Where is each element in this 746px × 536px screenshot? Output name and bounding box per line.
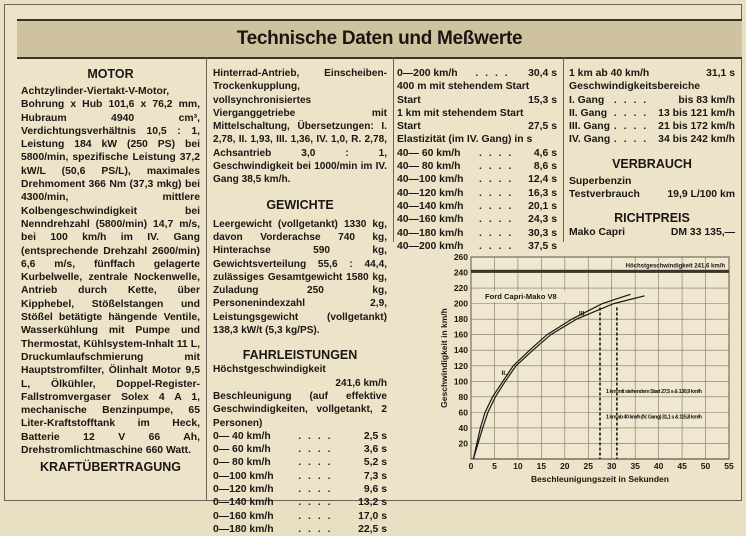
max-speed-label: Höchstgeschwindigkeit 241,6 km/h [625, 263, 725, 270]
column-divider [563, 57, 564, 242]
dot-leader: . . . . [479, 147, 514, 159]
km40-label: 1 km ab 40 km/h [569, 68, 650, 79]
row-value: 20,1 s [528, 200, 557, 212]
x-tick-label: 15 [536, 461, 547, 471]
row-label: III. Gang [569, 121, 610, 133]
stehend1km-row [397, 120, 557, 133]
curve-label: II. [501, 370, 507, 378]
dot-leader: . . . . [298, 470, 333, 482]
y-tick-label: 240 [453, 267, 468, 278]
row-label: 40—200 km/h [397, 240, 464, 252]
row-value: 13 bis 121 km/h [658, 107, 735, 119]
title-bar [17, 19, 742, 59]
table-row [397, 227, 557, 240]
row-label: 40—100 km/h [397, 174, 464, 186]
stehend400-value: 15,3 s [528, 94, 557, 106]
stehend400-row [397, 94, 557, 107]
x-tick-label: 35 [630, 461, 640, 471]
column-1 [21, 67, 200, 475]
dot-leader: . . . . [479, 200, 514, 212]
dot-leader: . . . . [613, 134, 649, 146]
table-row [569, 120, 735, 133]
row-value: bis 83 km/h [678, 94, 735, 106]
dot-leader: . . . . [613, 94, 649, 106]
dot-leader: . . . . [613, 121, 649, 133]
row-label: 0— 60 km/h [213, 444, 271, 456]
table-row [213, 456, 387, 469]
row-label: 0— 40 km/h [213, 430, 271, 442]
y-tick-label: 80 [458, 391, 468, 402]
row-label: 0—100 km/h [213, 470, 274, 482]
test-row [569, 188, 735, 201]
table-row [397, 213, 557, 226]
x-tick-label: 5 [492, 461, 497, 471]
stehend1km-label: 1 km mit stehendem Start [397, 107, 524, 119]
motor-heading: MOTOR [87, 67, 134, 81]
row-value: 34 bis 242 km/h [658, 134, 735, 146]
row-value: 3,6 s [363, 444, 387, 456]
page-title: Technische Daten und Meßwerte [236, 28, 523, 49]
dot-leader: . . . . [298, 510, 333, 522]
row-value: 30,3 s [528, 227, 557, 239]
y-tick-label: 40 [458, 422, 468, 433]
gears-table [569, 94, 735, 147]
row-value: 22,5 s [358, 523, 387, 535]
dot-leader: . . . . [479, 161, 514, 173]
elast-label: Elastizität (im IV. Gang) in s [397, 134, 533, 146]
test-value: 19,9 L/100 km [667, 189, 735, 201]
row-value: 17,0 s [358, 510, 387, 522]
x-tick-label: 10 [513, 461, 523, 471]
dot-leader: . . . . [613, 107, 649, 119]
y-tick-label: 260 [453, 252, 468, 262]
row-value: 5,2 s [363, 457, 387, 469]
start-label: Start [397, 94, 421, 106]
row-label: 0—160 km/h [213, 510, 274, 522]
table-row [213, 510, 387, 523]
row-label: 0— 80 km/h [213, 457, 271, 469]
y-tick-label: 220 [453, 283, 468, 294]
row-value: 4,6 s [533, 147, 557, 159]
table-row [397, 200, 557, 213]
table-row [397, 147, 557, 160]
beschl-table [213, 430, 387, 536]
row-label: 0—180 km/h [213, 523, 274, 535]
bereich-label: Geschwindigkeitsbereiche [569, 81, 701, 93]
y-tick-label: 200 [453, 298, 468, 309]
hoechst-value: 241,6 km/h [335, 377, 387, 389]
row-value: 8,6 s [533, 161, 557, 173]
row-label: II. Gang [569, 107, 608, 119]
beschl-label: Beschleunigung (auf effektive Geschwindigkeiten, vollgetankt, 2 Personen) [213, 390, 387, 429]
table-row [213, 443, 387, 456]
km40-row [569, 67, 735, 80]
dot-leader: . . . . [298, 430, 333, 442]
row-value: 16,3 s [528, 187, 557, 199]
y-axis-label: Geschwindigkeit in km/h [439, 308, 449, 408]
dot-leader: . . . . [479, 174, 514, 186]
dot-leader: . . . . [475, 68, 510, 79]
page [4, 4, 742, 535]
y-tick-label: 20 [458, 438, 468, 449]
preis-value: DM 33 135,— [670, 227, 735, 239]
y-tick-label: 60 [458, 407, 468, 418]
acceleration-chart [437, 249, 737, 499]
x-tick-label: 55 [724, 461, 734, 471]
column-divider [206, 57, 207, 500]
table-row [569, 133, 735, 146]
dot-leader: . . . . [479, 187, 514, 199]
table-row [213, 483, 387, 496]
row-value: 21 bis 172 km/h [658, 121, 735, 133]
row-value: 9,6 s [363, 484, 387, 496]
dot-leader: . . . . [479, 214, 514, 226]
row-label: 0—120 km/h [213, 484, 274, 496]
gewichte-heading: GEWICHTE [266, 197, 334, 212]
dot-leader: . . . . [298, 497, 333, 509]
x-tick-label: 25 [583, 461, 594, 471]
table-row [213, 470, 387, 483]
dot-leader: . . . . [479, 240, 514, 252]
x-tick-label: 20 [560, 461, 570, 471]
y-tick-label: 160 [453, 329, 468, 340]
row-value: 2,5 s [363, 430, 387, 442]
table-row [213, 430, 387, 443]
fahrleistungen-heading: FAHRLEISTUNGEN [242, 348, 358, 363]
row-label: 40— 80 km/h [397, 161, 461, 173]
preis-label: Mako Capri [569, 227, 626, 239]
row-value: 13,2 s [358, 497, 387, 509]
max-speed-line [471, 270, 729, 273]
table-row [213, 523, 387, 536]
dot-leader: . . . . [298, 444, 333, 456]
column-3 [397, 67, 557, 253]
row-label: 0—140 km/h [213, 497, 274, 509]
row-value: 12,4 s [528, 174, 557, 186]
row-label: 40— 60 km/h [397, 147, 461, 159]
x-tick-label: 40 [653, 461, 664, 471]
preis-row [569, 226, 735, 239]
y-tick-label: 100 [453, 376, 468, 387]
column-4 [569, 67, 735, 240]
start-label: Start [397, 121, 421, 133]
column-2 [213, 67, 387, 536]
kraft-text: Hinterrad-Antrieb, Einscheiben-Trockenkupplung, vollsynchronisiertes Vierganggetriebe mit Mittelschaltung, Übersetzungen: I. 2,78, II. 1,93, III. 1,36, IV. 1,0, R. 2,78, Achsantrieb 3,0 : 1, Geschwindigkeit bei 1000/min im IV. Gang 38,5 km/h. [213, 68, 387, 186]
y-tick-label: 180 [453, 314, 468, 325]
motor-text: Achtzylinder-Viertakt-V-Motor, Bohrung x Hub 101,6 x 76,2 mm, Hubraum 4940 cm³, Verdichtungsverhältnis 10,5 : 1, Leistung 184 kW (250 PS) bei 5800/min, spezifische Leistung 37,2 kW/L (50,6 PS/L), maximales Drehmoment 366 Nm (37,3 mkg) bei 4300/min, mittlere Kolbengeschwindigkeit bei Nenndrehzahl (5800/min) 14,7 m/s, bei 100 km/h im IV. Gang (entsprechende Drehzahl 2600/min) 6,6 m/s, fünffach gelagerte Kurbelwelle, zentrale Nockenwelle, Antrieb durch Kette, über Kipphebel, Stößelstangen und Stößel betätigte hängende Ventile, Wasserkühlung mit Pumpe und Thermostat, Kühlsystem-Inhalt 11 L, Druckumlaufschmierung mit Hauptstromfilter, Ölinhalt Motor 9,5 L, Ölkühler, Doppel-Register-Fallstromvergaser Solex 4 A 1, mechanische Benzinpumpe, 65 Liter-Kraftstofftank im Heck, Batterie 12 V 66 Ah, Drehstromlichtmaschine 660 Watt. [21, 86, 200, 457]
row-label: 40—140 km/h [397, 200, 464, 212]
table-row [569, 107, 735, 120]
test-label: Testverbrauch [569, 189, 640, 201]
row-value: 37,5 s [528, 240, 557, 252]
row-value: 7,3 s [363, 470, 387, 482]
row-value: 30,4 s [528, 68, 557, 79]
verbrauch-heading: VERBRAUCH [612, 156, 692, 171]
table-row [397, 160, 557, 173]
x-tick-label: 0 [468, 461, 474, 471]
row-label: 40—120 km/h [397, 187, 464, 199]
preis-heading: RICHTPREIS [614, 211, 690, 226]
km40-value: 31,1 s [706, 68, 735, 79]
dot-leader: . . . . [298, 457, 333, 469]
superbenzin: Superbenzin [569, 175, 632, 187]
dot-leader: . . . . [479, 227, 514, 239]
row-label: 40—160 km/h [397, 214, 464, 226]
stehend1km-value: 27,5 s [528, 121, 557, 133]
row-label: I. Gang [569, 94, 605, 106]
x-tick-label: 45 [677, 461, 687, 471]
hoechst-label: Höchstgeschwindigkeit [213, 364, 326, 376]
column-divider [393, 57, 394, 242]
y-tick-label: 120 [453, 360, 468, 371]
y-tick-label: 140 [453, 345, 468, 356]
annotation-2: 1 km ab 40 km/h (IV. Gang) 31,1 s & 115,8 km/h [605, 414, 702, 421]
annotation-1: 1 km mit stehendem Start 27,5 s & 130,9 km/h [605, 388, 702, 395]
kraft-heading: KRAFTÜBERTRAGUNG [40, 460, 181, 475]
elast-table [397, 147, 557, 253]
row-label: 40—180 km/h [397, 227, 464, 239]
row-label: IV. Gang [569, 134, 611, 146]
table-row [397, 187, 557, 200]
dot-leader: . . . . [298, 523, 333, 535]
row-label: 0—200 km/h [397, 68, 458, 79]
table-row [213, 496, 387, 509]
chart-title: Ford Capri-Mako V8 [485, 291, 557, 301]
table-row [397, 67, 557, 80]
row-value: 24,3 s [528, 214, 557, 226]
x-tick-label: 30 [606, 461, 617, 471]
curve-label: III. [578, 310, 587, 318]
x-axis-label: Beschleunigungszeit in Sekunden [531, 474, 669, 484]
table-row [569, 94, 735, 107]
dot-leader: . . . . [298, 484, 333, 496]
col3-top-table [397, 67, 557, 80]
stehend400-label: 400 m mit stehendem Start [397, 81, 530, 93]
gewichte-text: Leergewicht (vollgetankt) 1330 kg, davon Vorderachse 740 kg, Hinterachse 590 kg, Gewichtsverteilung 55,6 : 44,4, zulässiges Gesamtgewicht 1580 kg, Zuladung 250 kg, Personenindexzahl 2,9, Leistungsgewicht (vollgetankt) 138,3 kW/t (5,3 kg/PS). [213, 218, 387, 337]
table-row [397, 173, 557, 186]
x-tick-label: 50 [700, 461, 711, 471]
